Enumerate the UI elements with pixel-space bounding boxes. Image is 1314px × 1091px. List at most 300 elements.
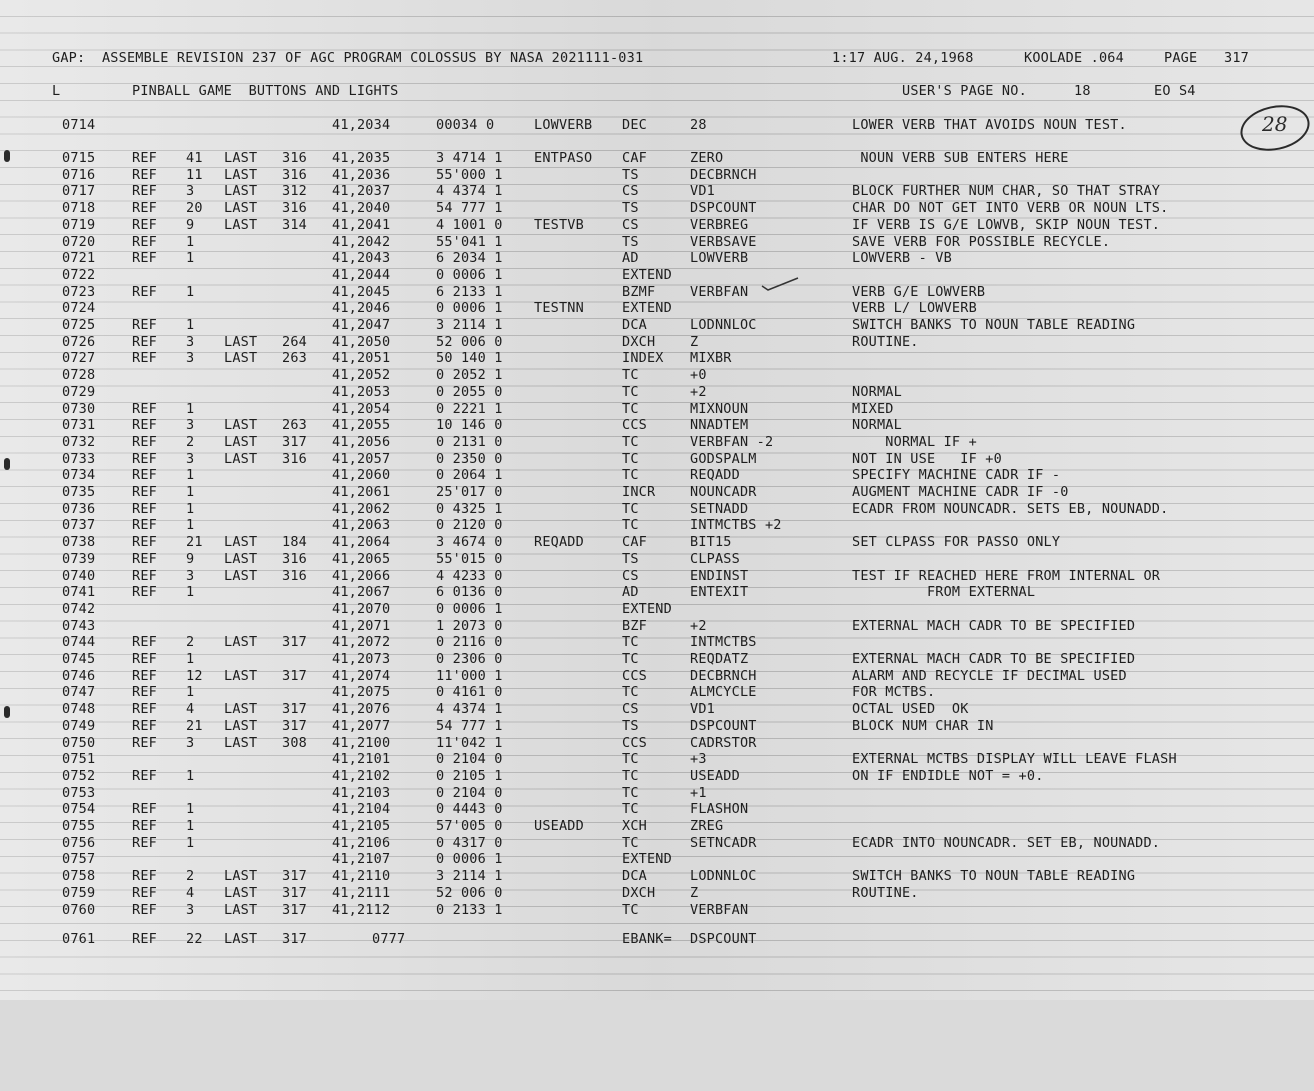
last-page: 317 bbox=[282, 634, 307, 651]
opcode: TS bbox=[622, 717, 639, 734]
ref: REF bbox=[132, 400, 157, 417]
seq: 0755 bbox=[62, 818, 96, 834]
seq: 0721 bbox=[62, 250, 96, 267]
opcode: TS bbox=[622, 166, 639, 183]
last: LAST bbox=[224, 534, 258, 551]
octal-code: 10 146 0 bbox=[436, 417, 503, 434]
ref-count: 1 bbox=[186, 467, 195, 484]
opcode: CS bbox=[622, 183, 639, 200]
seq: 0730 bbox=[62, 400, 96, 417]
address: 41,2036 bbox=[332, 166, 391, 183]
address: 41,2051 bbox=[332, 350, 391, 367]
octal-code: 0 2350 0 bbox=[436, 450, 503, 467]
operand: VERBFAN bbox=[690, 901, 749, 918]
comment: ECADR FROM NOUNCADR. SETS EB, NOUNADD. bbox=[852, 500, 1169, 517]
last-page: 316 bbox=[282, 166, 307, 183]
address: 41,2052 bbox=[332, 367, 391, 384]
octal-code: 0 2052 1 bbox=[436, 367, 503, 384]
operand: ZREG bbox=[690, 818, 724, 834]
ref: REF bbox=[132, 584, 157, 601]
operand: VD1 bbox=[690, 701, 715, 718]
seq: 0733 bbox=[62, 450, 96, 467]
ref: REF bbox=[132, 818, 157, 834]
opcode: AD bbox=[622, 584, 639, 601]
address: 41,2106 bbox=[332, 834, 391, 851]
address: 41,2103 bbox=[332, 784, 391, 801]
operand: BIT15 bbox=[690, 534, 732, 551]
seq: 0761 bbox=[62, 931, 96, 947]
operand: VERBREG bbox=[690, 216, 749, 233]
seq: 0735 bbox=[62, 484, 96, 500]
ref-count: 2 bbox=[186, 634, 195, 651]
opcode: DXCH bbox=[622, 884, 656, 901]
opcode: BZF bbox=[622, 617, 647, 634]
address: 41,2076 bbox=[332, 701, 391, 718]
octal-code: 0 0006 1 bbox=[436, 851, 503, 868]
comment: BLOCK NUM CHAR IN bbox=[852, 717, 994, 734]
comment: IF VERB IS G/E LOWVB, SKIP NOUN TEST. bbox=[852, 216, 1161, 233]
comment: AUGMENT MACHINE CADR IF -0 bbox=[852, 484, 1069, 500]
seq: 0715 bbox=[62, 150, 96, 166]
operand: ENDINST bbox=[690, 567, 749, 584]
opcode: TC bbox=[622, 834, 639, 851]
operand: ENTEXIT bbox=[690, 584, 749, 601]
last-page: 316 bbox=[282, 450, 307, 467]
ref-count: 20 bbox=[186, 200, 203, 217]
opcode: EXTEND bbox=[622, 266, 672, 283]
comment: SWITCH BANKS TO NOUN TABLE READING bbox=[852, 868, 1136, 885]
comment: EXTERNAL MACH CADR TO BE SPECIFIED bbox=[852, 651, 1136, 667]
operand: MIXNOUN bbox=[690, 400, 749, 417]
ref: REF bbox=[132, 667, 157, 684]
ref: REF bbox=[132, 333, 157, 350]
seq: 0754 bbox=[62, 801, 96, 818]
ref: REF bbox=[132, 734, 157, 751]
ref: REF bbox=[132, 166, 157, 183]
ref: REF bbox=[132, 701, 157, 718]
seq: 0749 bbox=[62, 717, 96, 734]
footer-row bbox=[0, 931, 757, 947]
address: 41,2100 bbox=[332, 734, 391, 751]
ref-count: 1 bbox=[186, 283, 195, 300]
seq: 0731 bbox=[62, 417, 96, 434]
comment: MIXED bbox=[852, 400, 894, 417]
ref: REF bbox=[132, 884, 157, 901]
last: LAST bbox=[224, 183, 258, 200]
opcode: CS bbox=[622, 216, 639, 233]
last: LAST bbox=[224, 868, 258, 885]
ref: REF bbox=[132, 150, 157, 166]
comment: SWITCH BANKS TO NOUN TABLE READING bbox=[852, 317, 1136, 333]
ref-count: 2 bbox=[186, 868, 195, 885]
ref: REF bbox=[132, 931, 157, 947]
ref: REF bbox=[132, 534, 157, 551]
address: 41,2034 bbox=[332, 117, 391, 133]
comment: FROM EXTERNAL bbox=[852, 584, 1036, 601]
punch-hole-icon bbox=[4, 150, 10, 162]
octal-code: 3 2114 1 bbox=[436, 317, 503, 333]
address: 41,2070 bbox=[332, 600, 391, 617]
punch-hole-icon bbox=[4, 706, 10, 718]
last: LAST bbox=[224, 417, 258, 434]
seq: 0740 bbox=[62, 567, 96, 584]
address: 41,2102 bbox=[332, 767, 391, 784]
last: LAST bbox=[224, 150, 258, 166]
operand: DSPCOUNT bbox=[690, 200, 757, 217]
operand: REQADD bbox=[690, 467, 740, 484]
last: LAST bbox=[224, 166, 258, 183]
octal-code: 55'041 1 bbox=[436, 233, 503, 250]
operand: Z bbox=[690, 884, 699, 901]
label: ENTPASO bbox=[534, 150, 593, 166]
last-page: 317 bbox=[282, 717, 307, 734]
ref-count: 1 bbox=[186, 834, 195, 851]
address: 41,2055 bbox=[332, 417, 391, 434]
address: 41,2104 bbox=[332, 801, 391, 818]
ref-count: 9 bbox=[186, 216, 195, 233]
address: 41,2064 bbox=[332, 534, 391, 551]
ref-count: 1 bbox=[186, 400, 195, 417]
last: LAST bbox=[224, 734, 258, 751]
seq: 0734 bbox=[62, 467, 96, 484]
operand: +0 bbox=[690, 367, 707, 384]
address: 41,2111 bbox=[332, 884, 391, 901]
operand: GODSPALM bbox=[690, 450, 757, 467]
address: 41,2042 bbox=[332, 233, 391, 250]
seq: 0742 bbox=[62, 600, 96, 617]
octal-code: 25'017 0 bbox=[436, 484, 503, 500]
address: 41,2054 bbox=[332, 400, 391, 417]
opcode: CAF bbox=[622, 150, 647, 166]
opcode: DCA bbox=[622, 868, 647, 885]
last-page: 317 bbox=[282, 667, 307, 684]
opcode: CCS bbox=[622, 417, 647, 434]
octal-code: 55'015 0 bbox=[436, 550, 503, 567]
seq: 0726 bbox=[62, 333, 96, 350]
address: 41,2045 bbox=[332, 283, 391, 300]
address: 41,2044 bbox=[332, 266, 391, 283]
header-timestamp: 1:17 AUG. 24,1968 bbox=[832, 50, 974, 66]
header-line bbox=[0, 50, 1249, 66]
address: 41,2074 bbox=[332, 667, 391, 684]
opcode: BZMF bbox=[622, 283, 656, 300]
ref-count: 1 bbox=[186, 584, 195, 601]
address: 41,2067 bbox=[332, 584, 391, 601]
ref-count: 22 bbox=[186, 931, 203, 947]
octal-code: 0 0006 1 bbox=[436, 300, 503, 317]
ref-count: 1 bbox=[186, 484, 195, 500]
ref-count: 21 bbox=[186, 534, 203, 551]
seq: 0758 bbox=[62, 868, 96, 885]
handwritten-annotation: 28 bbox=[1262, 112, 1288, 136]
operand: SETNADD bbox=[690, 500, 749, 517]
seq: 0724 bbox=[62, 300, 96, 317]
opcode: TC bbox=[622, 517, 639, 534]
ref-count: 1 bbox=[186, 500, 195, 517]
ref: REF bbox=[132, 200, 157, 217]
header-page-label: PAGE bbox=[1164, 50, 1198, 66]
last: LAST bbox=[224, 717, 258, 734]
last-page: 317 bbox=[282, 901, 307, 918]
seq: 0759 bbox=[62, 884, 96, 901]
comment: BLOCK FURTHER NUM CHAR, SO THAT STRAY bbox=[852, 183, 1161, 200]
last: LAST bbox=[224, 200, 258, 217]
seq: 0750 bbox=[62, 734, 96, 751]
comment: CHAR DO NOT GET INTO VERB OR NOUN LTS. bbox=[852, 200, 1169, 217]
opcode: TS bbox=[622, 550, 639, 567]
opcode: TC bbox=[622, 751, 639, 768]
last-page: 264 bbox=[282, 333, 307, 350]
operand: FLASHON bbox=[690, 801, 749, 818]
last-page: 263 bbox=[282, 350, 307, 367]
punch-hole-icon bbox=[4, 458, 10, 470]
ref-count: 21 bbox=[186, 717, 203, 734]
comment: VERB G/E LOWVERB bbox=[852, 283, 986, 300]
opcode: AD bbox=[622, 250, 639, 267]
last: LAST bbox=[224, 450, 258, 467]
address: 41,2056 bbox=[332, 433, 391, 450]
operand: NNADTEM bbox=[690, 417, 749, 434]
octal-code: 57'005 0 bbox=[436, 818, 503, 834]
section-title: PINBALL GAME BUTTONS AND LIGHTS bbox=[132, 83, 399, 99]
address: 0777 bbox=[372, 931, 406, 947]
ref-count: 1 bbox=[186, 517, 195, 534]
address: 41,2040 bbox=[332, 200, 391, 217]
ref: REF bbox=[132, 634, 157, 651]
comment: TEST IF REACHED HERE FROM INTERNAL OR bbox=[852, 567, 1161, 584]
octal-code: 0 2306 0 bbox=[436, 651, 503, 667]
octal-code: 3 4674 0 bbox=[436, 534, 503, 551]
last: LAST bbox=[224, 701, 258, 718]
opcode: TC bbox=[622, 383, 639, 400]
ref-count: 2 bbox=[186, 433, 195, 450]
last-page: 312 bbox=[282, 183, 307, 200]
operand: LODNNLOC bbox=[690, 317, 757, 333]
ref: REF bbox=[132, 450, 157, 467]
last: LAST bbox=[224, 333, 258, 350]
address: 41,2041 bbox=[332, 216, 391, 233]
comment: ROUTINE. bbox=[852, 333, 919, 350]
header-page-number: 317 bbox=[1224, 50, 1249, 66]
octal-code: 0 2105 1 bbox=[436, 767, 503, 784]
seq: 0757 bbox=[62, 851, 96, 868]
comment: EXTERNAL MCTBS DISPLAY WILL LEAVE FLASH bbox=[852, 751, 1177, 768]
operand: VD1 bbox=[690, 183, 715, 200]
ref: REF bbox=[132, 317, 157, 333]
opcode: TS bbox=[622, 200, 639, 217]
address: 41,2043 bbox=[332, 250, 391, 267]
last-page: 263 bbox=[282, 417, 307, 434]
opcode: CAF bbox=[622, 534, 647, 551]
operand: DSPCOUNT bbox=[690, 717, 757, 734]
last: LAST bbox=[224, 216, 258, 233]
seq: 0739 bbox=[62, 550, 96, 567]
last: LAST bbox=[224, 567, 258, 584]
opcode: TC bbox=[622, 684, 639, 701]
operand: REQDATZ bbox=[690, 651, 749, 667]
operand: CADRSTOR bbox=[690, 734, 757, 751]
operand: ZERO bbox=[690, 150, 724, 166]
opcode: CCS bbox=[622, 667, 647, 684]
seq: 0743 bbox=[62, 617, 96, 634]
opcode: EXTEND bbox=[622, 851, 672, 868]
octal-code: 0 2055 0 bbox=[436, 383, 503, 400]
ref-count: 4 bbox=[186, 701, 195, 718]
last: LAST bbox=[224, 634, 258, 651]
users-page-number: 18 bbox=[1074, 83, 1091, 99]
label: REQADD bbox=[534, 534, 584, 551]
ref-count: 3 bbox=[186, 350, 195, 367]
ref-count: 3 bbox=[186, 333, 195, 350]
address: 41,2077 bbox=[332, 717, 391, 734]
last: LAST bbox=[224, 667, 258, 684]
comment: VERB L/ LOWVERB bbox=[852, 300, 977, 317]
ref-count: 1 bbox=[186, 767, 195, 784]
opcode: TC bbox=[622, 634, 639, 651]
octal-code: 4 4233 0 bbox=[436, 567, 503, 584]
address: 41,2053 bbox=[332, 383, 391, 400]
last-page: 316 bbox=[282, 200, 307, 217]
opcode: DXCH bbox=[622, 333, 656, 350]
seq: 0736 bbox=[62, 500, 96, 517]
seq: 0729 bbox=[62, 383, 96, 400]
seq: 0753 bbox=[62, 784, 96, 801]
ref: REF bbox=[132, 801, 157, 818]
ref-count: 3 bbox=[186, 183, 195, 200]
ref: REF bbox=[132, 484, 157, 500]
opcode: CS bbox=[622, 701, 639, 718]
ref: REF bbox=[132, 834, 157, 851]
octal-code: 11'000 1 bbox=[436, 667, 503, 684]
octal-code: 0 2104 0 bbox=[436, 784, 503, 801]
octal-code: 0 4443 0 bbox=[436, 801, 503, 818]
check-mark-icon bbox=[760, 276, 800, 292]
ref: REF bbox=[132, 717, 157, 734]
ref: REF bbox=[132, 467, 157, 484]
ref-count: 3 bbox=[186, 450, 195, 467]
ref: REF bbox=[132, 550, 157, 567]
address: 41,2035 bbox=[332, 150, 391, 166]
seq: 0745 bbox=[62, 651, 96, 667]
comment: ROUTINE. bbox=[852, 884, 919, 901]
opcode: TC bbox=[622, 901, 639, 918]
seq: 0718 bbox=[62, 200, 96, 217]
seq: 0723 bbox=[62, 283, 96, 300]
comment: SPECIFY MACHINE CADR IF - bbox=[852, 467, 1061, 484]
address: 41,2105 bbox=[332, 818, 391, 834]
seq: 0717 bbox=[62, 183, 96, 200]
last-page: 317 bbox=[282, 931, 307, 947]
last: LAST bbox=[224, 884, 258, 901]
comment: LOWER VERB THAT AVOIDS NOUN TEST. bbox=[852, 117, 1127, 133]
address: 41,2112 bbox=[332, 901, 391, 918]
address: 41,2050 bbox=[332, 333, 391, 350]
address: 41,2071 bbox=[332, 617, 391, 634]
comment: EXTERNAL MACH CADR TO BE SPECIFIED bbox=[852, 617, 1136, 634]
comment: NORMAL bbox=[852, 417, 902, 434]
operand: +2 bbox=[690, 383, 707, 400]
seq: 0737 bbox=[62, 517, 96, 534]
ref-count: 9 bbox=[186, 550, 195, 567]
octal-code: 6 2034 1 bbox=[436, 250, 503, 267]
operand: DECBRNCH bbox=[690, 166, 757, 183]
address: 41,2046 bbox=[332, 300, 391, 317]
ref: REF bbox=[132, 868, 157, 885]
octal-code: 55'000 1 bbox=[436, 166, 503, 183]
seq: 0732 bbox=[62, 433, 96, 450]
seq: 0716 bbox=[62, 166, 96, 183]
ref: REF bbox=[132, 517, 157, 534]
opcode: EBANK= bbox=[622, 931, 672, 947]
opcode: CS bbox=[622, 567, 639, 584]
opcode: TC bbox=[622, 367, 639, 384]
octal-code: 0 2104 0 bbox=[436, 751, 503, 768]
octal-code: 6 0136 0 bbox=[436, 584, 503, 601]
address: 41,2060 bbox=[332, 467, 391, 484]
operand: VERBSAVE bbox=[690, 233, 757, 250]
operand: INTMCTBS bbox=[690, 634, 757, 651]
ref-count: 41 bbox=[186, 150, 203, 166]
operand: INTMCTBS +2 bbox=[690, 517, 782, 534]
last-page: 317 bbox=[282, 701, 307, 718]
seq: 0756 bbox=[62, 834, 96, 851]
octal-code: 4 1001 0 bbox=[436, 216, 503, 233]
label: USEADD bbox=[534, 818, 584, 834]
address: 41,2073 bbox=[332, 651, 391, 667]
address: 41,2037 bbox=[332, 183, 391, 200]
ref-count: 1 bbox=[186, 250, 195, 267]
operand: DSPCOUNT bbox=[690, 931, 757, 947]
seq: 0747 bbox=[62, 684, 96, 701]
comment: SET CLPASS FOR PASSO ONLY bbox=[852, 534, 1061, 551]
octal-code: 0 0006 1 bbox=[436, 266, 503, 283]
operand: SETNCADR bbox=[690, 834, 757, 851]
address: 41,2047 bbox=[332, 317, 391, 333]
seq: 0714 bbox=[62, 117, 96, 133]
label: LOWVERB bbox=[534, 117, 593, 133]
comment: FOR MCTBS. bbox=[852, 684, 936, 701]
last-page: 316 bbox=[282, 567, 307, 584]
ref-count: 1 bbox=[186, 233, 195, 250]
log-letter: L bbox=[52, 83, 61, 99]
ref: REF bbox=[132, 901, 157, 918]
last-page: 316 bbox=[282, 150, 307, 166]
opcode: INCR bbox=[622, 484, 656, 500]
octal-code: 0 4325 1 bbox=[436, 500, 503, 517]
ref: REF bbox=[132, 283, 157, 300]
seq: 0722 bbox=[62, 266, 96, 283]
ref: REF bbox=[132, 767, 157, 784]
octal-code: 50 140 1 bbox=[436, 350, 503, 367]
seq: 0719 bbox=[62, 216, 96, 233]
comment: ALARM AND RECYCLE IF DECIMAL USED bbox=[852, 667, 1127, 684]
ref-count: 1 bbox=[186, 801, 195, 818]
octal-code: 3 4714 1 bbox=[436, 150, 503, 166]
ref: REF bbox=[132, 216, 157, 233]
operand: LOWVERB bbox=[690, 250, 749, 267]
opcode: XCH bbox=[622, 818, 647, 834]
comment: NOUN VERB SUB ENTERS HERE bbox=[852, 150, 1069, 166]
ref: REF bbox=[132, 417, 157, 434]
eo-code: EO S4 bbox=[1154, 83, 1196, 99]
address: 41,2065 bbox=[332, 550, 391, 567]
octal-code: 0 2116 0 bbox=[436, 634, 503, 651]
operand: 28 bbox=[690, 117, 707, 133]
octal-code: 00034 0 bbox=[436, 117, 495, 133]
ref: REF bbox=[132, 350, 157, 367]
comment: NOT IN USE IF +0 bbox=[852, 450, 1002, 467]
opcode: EXTEND bbox=[622, 300, 672, 317]
